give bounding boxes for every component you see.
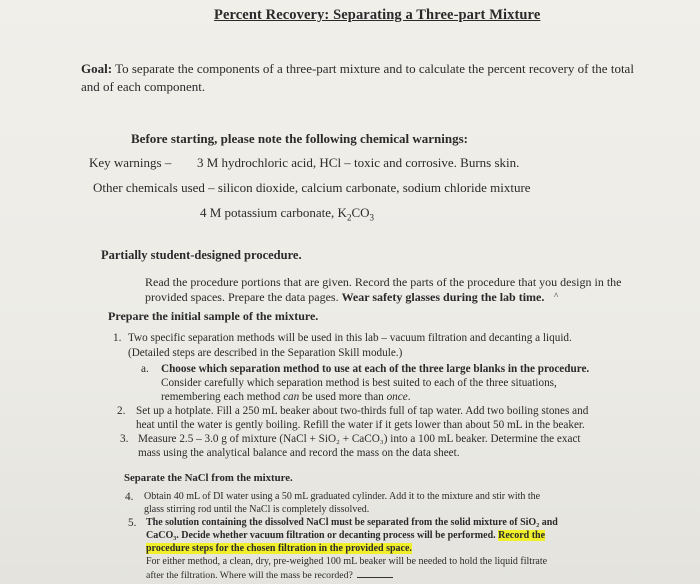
step-5-question: after the filtration. Where will the mass be recorded? <box>146 570 353 581</box>
goal-line-2: and of each component. <box>81 79 206 94</box>
step-3-number: 3. <box>120 433 129 445</box>
step-1-line-1: Two specific separation methods will be used in this lab – vacuum filtration and decanting a liquid. <box>128 332 572 344</box>
procedure-intro-line-1: Read the procedure portions that are given. Record the parts of the procedure that you design in the <box>145 275 622 289</box>
step-4-number: 4. <box>125 491 134 503</box>
step-1a-text-a: remembering each method <box>161 391 284 403</box>
other-chemicals-label: Other chemicals used – <box>93 180 215 195</box>
step-1-number: 1. <box>113 332 122 344</box>
step-5-number: 5. <box>128 517 137 529</box>
k2co3-sub-3: 3 <box>369 212 375 223</box>
highlighted-record-text: Record the <box>498 530 546 541</box>
step-5-line-3 <box>146 544 412 554</box>
step-2-line-2: heat until the water is gently boiling. Refill the water if it gets lower than about 50 mL in the beaker. <box>136 419 585 431</box>
safety-glasses-note: Wear safety glasses during the lab time. <box>341 290 545 304</box>
intro-text: provided spaces. Prepare the data pages. <box>145 290 342 304</box>
k2co3-co: CO <box>351 205 370 220</box>
separate-heading: Separate the NaCl from the mixture. <box>124 472 293 484</box>
step-1a-text-c: be used more than <box>299 391 387 403</box>
step-1-line-2: (Detailed steps are described in the Separation Skill module.) <box>128 347 403 359</box>
step-5-line-2 <box>146 531 545 541</box>
step-1a-text-once: once <box>386 391 408 403</box>
step-5-line-4: For either method, a clean, dry, pre-weighed 100 mL beaker will be needed to hold the liquid filtrate <box>146 556 548 567</box>
answer-blank[interactable] <box>357 569 393 578</box>
goal-label: Goal: <box>81 61 113 76</box>
step-1a-text-can: can <box>283 391 300 403</box>
step-2-number: 2. <box>117 405 126 417</box>
handwritten-caret: ^ <box>554 291 559 301</box>
page-title: Percent Recovery: Separating a Three-part Mixture <box>214 7 541 23</box>
step-4-line-2: glass stirring rod until the NaCl is completely dissolved. <box>144 504 370 515</box>
warnings-heading: Before starting, please note the following chemical warnings: <box>131 131 468 146</box>
step-1a-text-end: . <box>407 391 411 403</box>
step-1a-letter: a. <box>141 363 149 375</box>
step-5-line-1: The solution containing the dissolved NaCl must be separated from the solid mixture of SiO₂ and <box>146 517 558 528</box>
procedure-heading: Partially student-designed procedure. <box>101 248 302 262</box>
step-5-line-5 <box>146 569 393 581</box>
step-1a-line-1: Choose which separation method to use at each of the three large blanks in the procedure. <box>161 363 590 375</box>
step-5-text: CaCO₃. Decide whether vacuum filtration or decanting process will be performed. <box>146 530 499 541</box>
other-chemicals-line <box>93 181 531 194</box>
key-warnings-label: Key warnings – <box>89 155 172 170</box>
prepare-heading: Prepare the initial sample of the mixture. <box>108 309 319 323</box>
goal-line-1 <box>81 62 634 75</box>
k2co3-sub-2: 2 <box>346 212 352 223</box>
step-1a-line-2: Consider carefully which separation method is best suited to each of the three situations, <box>161 377 557 389</box>
highlighted-procedure-text: procedure steps for the chosen filtration in the provided space. <box>146 543 412 554</box>
procedure-intro-line-2 <box>145 291 544 303</box>
step-3-line-1: Measure 2.5 – 3.0 g of mixture (NaCl + SiO₂ + CaCO₃) into a 100 mL beaker. Determine the exact <box>138 433 581 445</box>
k2co3-text: 4 M potassium carbonate, K <box>200 205 347 220</box>
step-4-line-1: Obtain 40 mL of DI water using a 50 mL graduated cylinder. Add it to the mixture and stir with the <box>144 491 541 502</box>
step-2-line-1: Set up a hotplate. Fill a 250 mL beaker about two-thirds full of tap water. Add two boiling stones and <box>136 405 589 417</box>
goal-text-1: To separate the components of a three-part mixture and to calculate the percent recovery of the total <box>112 61 634 76</box>
other-chemicals-value: silicon dioxide, calcium carbonate, sodium chloride mixture <box>214 180 531 195</box>
step-3-line-2: mass using the analytical balance and record the mass on the data sheet. <box>138 447 460 459</box>
step-1a-line-3 <box>161 392 410 403</box>
potassium-carbonate-line <box>200 206 374 223</box>
key-warnings-value: 3 M hydrochloric acid, HCl – toxic and corrosive. Burns skin. <box>197 155 520 170</box>
